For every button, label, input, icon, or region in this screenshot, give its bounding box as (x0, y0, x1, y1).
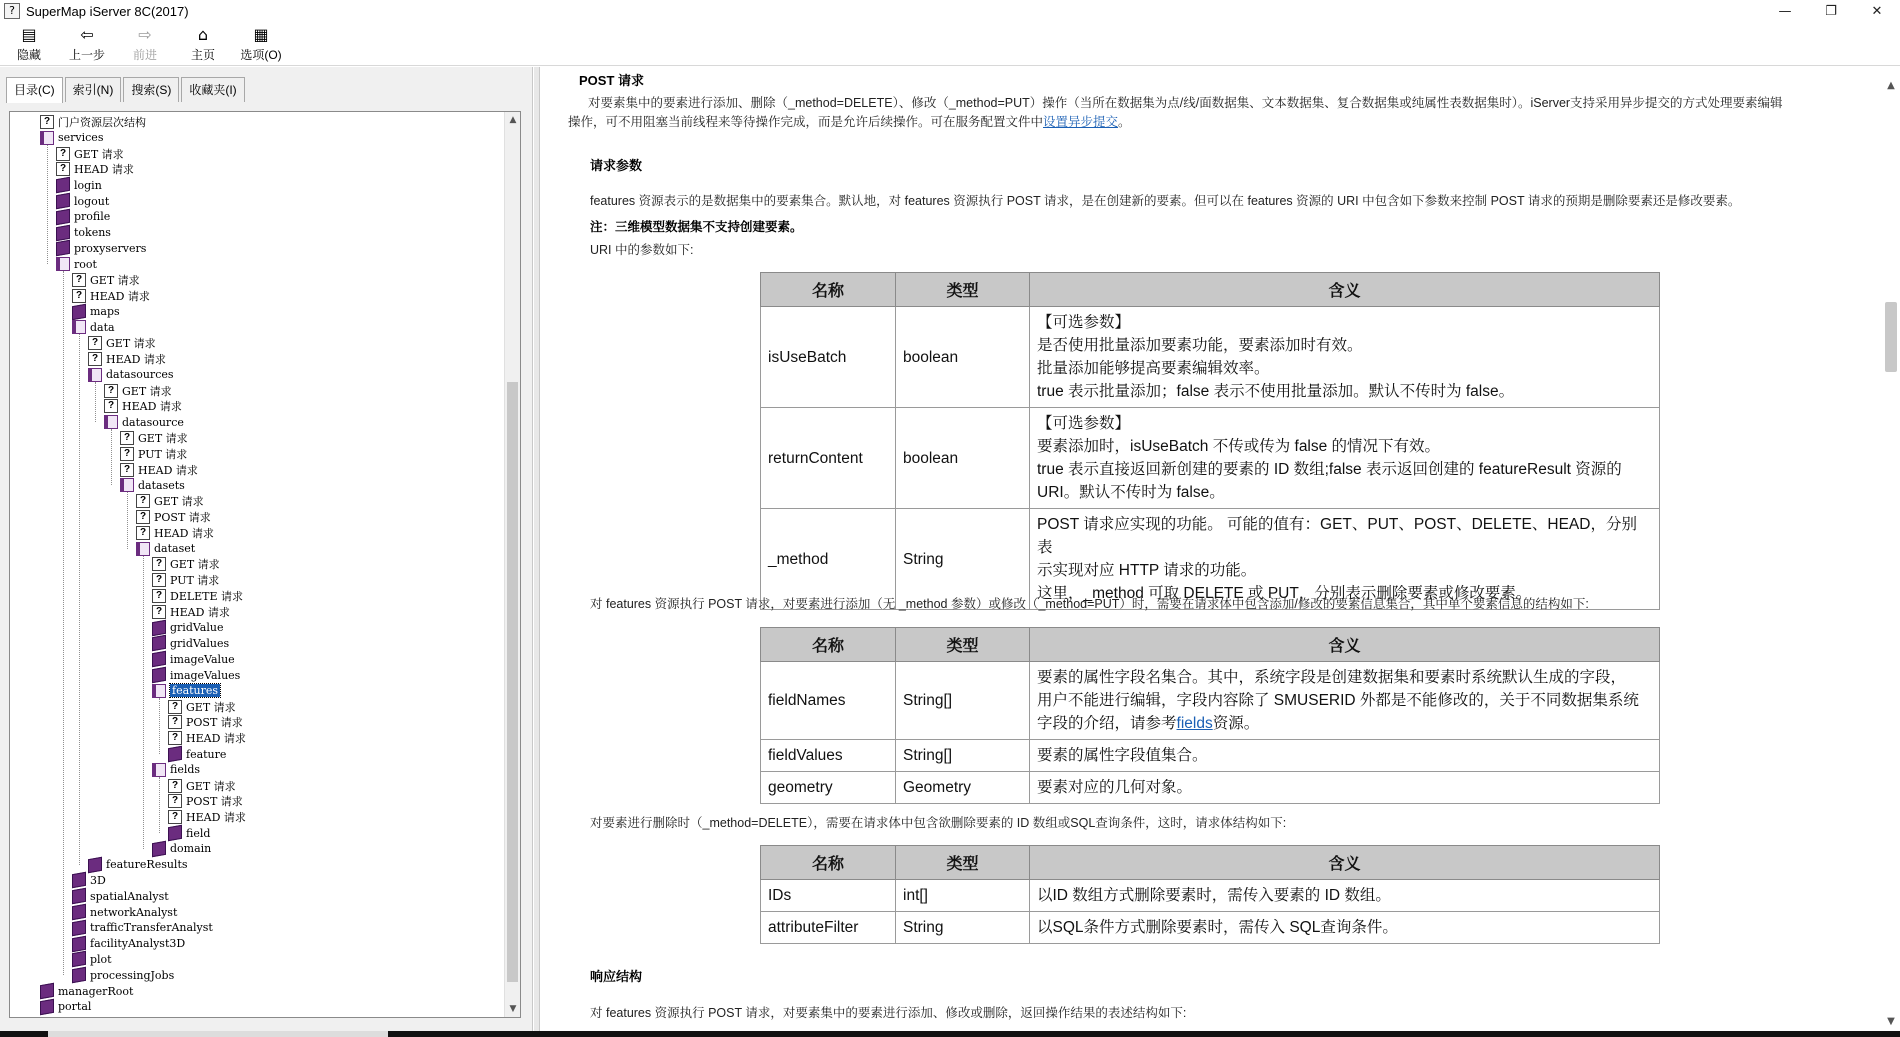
tree-item[interactable] (168, 714, 243, 730)
tree-item-label: gridValue (170, 621, 224, 635)
hide-button[interactable] (0, 22, 58, 66)
closed-book-icon (72, 951, 86, 967)
field-type: Geometry (896, 772, 1030, 804)
tree-item[interactable] (120, 446, 187, 462)
taskbar-strip (0, 1031, 1900, 1037)
tree-item-label: root (74, 257, 97, 271)
tree-item[interactable] (72, 904, 177, 920)
minimize-button[interactable]: — (1778, 3, 1792, 19)
tree-item[interactable] (152, 620, 223, 636)
window-controls (1762, 0, 1900, 22)
field-meaning (1030, 662, 1660, 740)
tree-item[interactable] (120, 477, 185, 493)
tree-item-label: profile (74, 210, 111, 224)
help-page-icon: ? (168, 779, 182, 793)
toolbar (0, 22, 1900, 66)
open-book-icon (120, 478, 134, 492)
help-page-icon: ? (168, 715, 182, 729)
response-description: 对 features 资源执行 POST 请求，对要素集中的要素进行添加、修改或删除，返回操作结果的表述结构如下: (590, 1006, 1187, 1020)
tree-item[interactable] (88, 367, 174, 383)
closed-book-icon (40, 999, 54, 1015)
tree-item-label: domain (170, 842, 212, 856)
tree-guide-line (127, 492, 128, 548)
tree-item-label: data (90, 320, 115, 334)
delete-structure-description: 对要素进行删除时（_method=DELETE），需要在请求体中包含欲删除要素的 ID 数组或SQL查询条件，这时，请求体结构如下: (590, 816, 1287, 830)
tree-item[interactable] (152, 635, 229, 651)
tree-guide-line (63, 271, 64, 975)
col-meaning-header: 含义 (1030, 628, 1660, 662)
topic-content (541, 67, 1882, 1031)
tree-item-label: proxyservers (74, 241, 147, 255)
col-name-header: 名称 (761, 273, 896, 307)
tree-item[interactable] (136, 525, 214, 541)
tree-item[interactable] (72, 272, 140, 288)
tree-item-label: HEAD 请求 (138, 463, 198, 477)
field-type: String[] (896, 740, 1030, 772)
field-name: fieldNames (761, 662, 896, 740)
hide-label: 隐藏 (16, 47, 41, 62)
open-book-icon (152, 763, 166, 777)
tree-guide-line (159, 698, 160, 754)
tree-item-label: HEAD 请求 (74, 163, 134, 177)
col-meaning-header: 含义 (1030, 273, 1660, 307)
help-page-icon: ? (136, 510, 150, 524)
home-icon: ⌂ (197, 24, 209, 44)
open-book-icon (104, 415, 118, 429)
closed-book-icon (152, 635, 166, 651)
tree-item-label: GET 请求 (186, 779, 236, 793)
tree-item[interactable] (72, 951, 112, 967)
tree-item[interactable] (152, 651, 235, 667)
tree-item-label: GET 请求 (122, 384, 172, 398)
param-meaning (1030, 307, 1660, 408)
meaning-line: 要素添加时，isUseBatch 不传或传为 false 的情况下有效。 (1037, 438, 1441, 455)
field-name: fieldValues (761, 740, 896, 772)
meaning-text: 资源。 (1212, 715, 1260, 732)
tree-item[interactable] (56, 225, 111, 241)
contents-tree-box (9, 111, 521, 1018)
closed-book-icon (72, 303, 86, 319)
restore-button[interactable]: ❐ (1825, 3, 1837, 19)
closed-book-icon (56, 224, 70, 240)
tree-item-label: PUT 请求 (170, 574, 220, 588)
help-app-icon: ? (4, 3, 20, 19)
tree-item[interactable] (88, 335, 156, 351)
tree-item-label: imageValue (170, 652, 235, 666)
help-page-icon: ? (168, 810, 182, 824)
tree-item[interactable] (56, 161, 134, 177)
open-book-icon (88, 368, 102, 382)
col-name-header: 名称 (761, 846, 896, 880)
tree-item[interactable] (56, 240, 146, 256)
tree-item-label: 门户资源层次结构 (58, 116, 146, 129)
tree-item-label: 3D (90, 873, 106, 887)
param-name: isUseBatch (761, 307, 896, 408)
tree-item[interactable] (104, 383, 172, 399)
content-scroll-down-icon[interactable]: ▼ (1887, 1016, 1895, 1027)
request-description: features 资源表示的是数据集中的要素集合。默认地，对 features 资源执行 POST 请求，是在创建新的要素。但可以在 features 资源的 URI 中包含如下参数来控制 POST 请求的预期是删除要素还是修改要素。 (590, 194, 1741, 208)
help-page-icon: ? (88, 352, 102, 366)
title-bar (0, 0, 1900, 22)
tree-item-label: networkAnalyst (90, 905, 178, 919)
table-row (761, 740, 1660, 772)
tree-item[interactable] (40, 114, 146, 130)
tree-item[interactable] (168, 793, 243, 809)
tree-item[interactable] (152, 604, 230, 620)
tree-item-label: GET 请求 (170, 558, 220, 572)
closed-book-icon (56, 240, 70, 256)
tree-item[interactable] (168, 809, 246, 825)
tree-item[interactable] (40, 130, 103, 146)
tree-item[interactable] (152, 667, 240, 683)
tree-item-label: trafficTransferAnalyst (90, 921, 213, 935)
back-arrow-icon: ⇦ (80, 24, 94, 44)
scroll-up-icon[interactable]: ▲ (509, 115, 517, 125)
closed-book-icon (152, 841, 166, 857)
help-page-icon: ? (120, 447, 134, 461)
col-name-header: 名称 (761, 628, 896, 662)
param-name: _method (761, 509, 896, 610)
back-button[interactable] (58, 22, 116, 66)
tab-contents[interactable]: 目录(C) (6, 77, 63, 103)
tree-guide-line (47, 145, 48, 264)
closed-book-icon (72, 935, 86, 951)
help-page-icon: ? (136, 526, 150, 540)
help-page-icon: ? (168, 731, 182, 745)
tree-item-label: GET 请求 (154, 495, 204, 509)
tree-guide-line (79, 334, 80, 864)
tree-item[interactable] (40, 999, 91, 1015)
meaning-line: 批量添加能够提高要素编辑效率。 (1037, 360, 1270, 377)
help-page-icon: ? (120, 431, 134, 445)
tree-item-label: maps (90, 305, 120, 319)
tree-item-label: dataset (154, 542, 196, 556)
tree-item[interactable] (88, 857, 188, 873)
tree-item-label: GET 请求 (138, 432, 188, 445)
col-type-header: 类型 (896, 273, 1030, 307)
help-page-icon: ? (168, 700, 182, 714)
body-structure-description: 对 features 资源执行 POST 请求，对要素进行添加（无 _method 参数）或修改（_method=PUT）时，需要在请求体中包含添加/修改的要素信息集合，其中单个要素信息的结构如下: (590, 597, 1589, 611)
tree-item-label: HEAD 请求 (90, 289, 150, 303)
tree-item-label: GET 请求 (106, 337, 156, 351)
param-type: String (896, 509, 1030, 610)
help-page-icon: ? (40, 115, 54, 129)
tree-guide-line (111, 429, 112, 485)
hide-pane-icon: ▤ (21, 24, 37, 44)
tree-item[interactable] (72, 936, 185, 952)
tree-item[interactable] (72, 319, 115, 335)
note-3d-unsupported: 注：三维模型数据集不支持创建要素。 (590, 220, 803, 234)
closed-book-icon (56, 177, 70, 193)
forward-label: 前进 (132, 47, 157, 62)
help-page-icon: ? (72, 273, 86, 287)
tree-item-label: POST 请求 (154, 511, 211, 524)
tree-guide-line (95, 382, 96, 422)
tree-item-label: plot (90, 952, 112, 966)
tree-item-label: POST 请求 (186, 795, 243, 809)
tree-item[interactable] (152, 841, 211, 857)
meaning-line: true 表示批量添加；false 表示不使用批量添加。默认不传时为 false。 (1037, 383, 1515, 400)
closed-book-icon (40, 983, 54, 999)
tree-item-label: HEAD 请求 (186, 732, 246, 746)
tree-item-label: GET 请求 (186, 700, 236, 714)
meaning-line: 这里，_method 可取 DELETE 或 PUT，分别表示删除要素或修改要素。 (1037, 585, 1532, 602)
help-page-icon: ? (120, 463, 134, 477)
open-book-icon (136, 542, 150, 556)
tree-item[interactable] (56, 146, 124, 162)
tree-item-label: login (74, 178, 102, 192)
tree-item-label: processingJobs (90, 968, 175, 982)
tree-item[interactable] (72, 888, 169, 904)
meaning-line: 示实现对应 HTTP 请求的功能。 (1037, 562, 1257, 579)
param-type: boolean (896, 408, 1030, 509)
open-book-icon (72, 320, 86, 334)
col-type-header: 类型 (896, 846, 1030, 880)
tree-item-label: POST 请求 (186, 716, 243, 730)
tree-item-label: spatialAnalyst (90, 889, 169, 903)
meaning-line (1037, 712, 1652, 735)
tree-item[interactable] (72, 920, 213, 936)
meaning-line: 要素的属性字段名集合。其中，系统字段是创建数据集和要素时系统默认生成的字段， (1037, 669, 1627, 686)
closed-book-icon (72, 967, 86, 983)
tree-item[interactable] (72, 288, 150, 304)
tree-item-label: field (186, 826, 211, 840)
nav-tabs (6, 77, 247, 102)
closed-book-icon (56, 209, 70, 225)
field-meaning: 以ID 数组方式删除要素时，需传入要素的 ID 数组。 (1030, 880, 1660, 912)
tree-item[interactable] (104, 398, 182, 414)
help-page-icon: ? (152, 605, 166, 619)
tree-item[interactable] (168, 699, 236, 715)
content-scroll-thumb[interactable] (1885, 302, 1897, 372)
options-icon: ▦ (253, 24, 269, 44)
tree-item-label: feature (186, 747, 227, 761)
closed-book-icon (152, 619, 166, 635)
help-page-icon: ? (88, 336, 102, 350)
tree-item[interactable] (152, 588, 243, 604)
field-type: String[] (896, 662, 1030, 740)
closed-book-icon (152, 667, 166, 683)
closed-book-icon (152, 651, 166, 667)
closed-book-icon (56, 193, 70, 209)
tree-item[interactable] (56, 256, 97, 272)
intro-end: 。 (1118, 115, 1131, 129)
closed-book-icon (168, 825, 182, 841)
tree-item-label: fields (170, 763, 201, 777)
meaning-line: 是否使用批量添加要素功能，要素添加时有效。 (1037, 337, 1363, 354)
help-page-icon: ? (72, 289, 86, 303)
tree-item[interactable] (152, 556, 220, 572)
field-type: int[] (896, 880, 1030, 912)
tree-item[interactable] (72, 872, 106, 888)
tree-item[interactable] (56, 193, 109, 209)
options-label: 选项(O) (240, 47, 282, 62)
intro-line-2: 操作，可不用阻塞当前线程来等待操作完成，而是允许后续操作。可在服务配置文件中 (568, 115, 1044, 129)
intro-paragraph-cont (568, 113, 1858, 132)
tab-index[interactable]: 索引(N) (65, 77, 122, 102)
tree-item[interactable] (88, 351, 166, 367)
tree-item[interactable] (168, 778, 236, 794)
tab-search[interactable]: 搜索(S) (123, 77, 179, 102)
closed-book-icon (168, 746, 182, 762)
tree-item-label: HEAD 请求 (186, 811, 246, 825)
param-type: boolean (896, 307, 1030, 408)
open-book-icon (152, 684, 166, 698)
tree-item[interactable] (168, 825, 210, 841)
tree-item[interactable] (136, 493, 204, 509)
meaning-line: 【可选参数】 (1037, 415, 1131, 432)
tree-item[interactable] (72, 304, 120, 320)
help-page-icon: ? (136, 494, 150, 508)
tree-item-label: datasource (122, 415, 184, 429)
tree-item-label: HEAD 请求 (106, 353, 166, 366)
closed-book-icon (72, 872, 86, 888)
tree-item[interactable] (104, 414, 184, 430)
col-meaning-header: 含义 (1030, 846, 1660, 880)
meaning-line: 用户不能进行编辑，字段内容除了 SMUSERID 外都是不能修改的，关于不同数据集系统 (1037, 692, 1639, 709)
tree-item-label: GET 请求 (74, 147, 124, 161)
page-heading: POST 请求 (579, 73, 645, 88)
async-submit-link[interactable]: 设置异步提交 (1043, 115, 1119, 129)
tree-item-label: imageValues (170, 668, 241, 682)
table-row (761, 912, 1660, 944)
field-name: IDs (761, 880, 896, 912)
tree-item[interactable] (56, 209, 110, 225)
tree-item-label: featureResults (106, 858, 188, 872)
response-structure-heading: 响应结构 (590, 969, 643, 984)
request-params-heading: 请求参数 (590, 158, 643, 173)
tree-item[interactable] (152, 572, 219, 588)
meaning-line: URI。默认不传时为 false。 (1037, 484, 1225, 501)
tree-item[interactable] (72, 967, 174, 983)
navigation-pane (0, 67, 533, 1031)
delete-structure-table (760, 845, 1660, 944)
tree-item-label: datasources (106, 368, 174, 382)
meaning-line: POST 请求应实现的功能。 可能的值有：GET、PUT、POST、DELETE、HEAD，分别表 (1037, 516, 1637, 556)
help-page-icon: ? (168, 794, 182, 808)
forward-button[interactable] (116, 22, 174, 66)
options-button[interactable] (232, 22, 290, 66)
help-page-icon: ? (152, 589, 166, 603)
uri-params-table (760, 272, 1660, 610)
field-meaning: 要素对应的几何对象。 (1030, 772, 1660, 804)
tree-item[interactable] (136, 509, 211, 525)
field-name: geometry (761, 772, 896, 804)
help-page-icon: ? (104, 399, 118, 413)
home-button[interactable] (174, 22, 232, 66)
param-meaning (1030, 408, 1660, 509)
intro-paragraph (588, 94, 1868, 113)
field-meaning: 要素的属性字段值集合。 (1030, 740, 1660, 772)
pane-splitter[interactable] (534, 67, 540, 1031)
tree-item-label: HEAD 请求 (122, 400, 182, 414)
table-row (761, 307, 1660, 408)
meaning-line: 【可选参数】 (1037, 314, 1131, 331)
col-type-header: 类型 (896, 628, 1030, 662)
tree-scroll-thumb[interactable] (507, 382, 518, 982)
help-page-icon: ? (152, 557, 166, 571)
back-label: 上一步 (68, 47, 105, 62)
meaning-line: true 表示直接返回新创建的要素的 ID 数组;false 表示返回创建的 featureResult 资源的 (1037, 461, 1622, 478)
tree-item[interactable] (168, 746, 226, 762)
closed-book-icon (88, 856, 102, 872)
tree-item-label: HEAD 请求 (154, 526, 214, 540)
tree-item-label: datasets (138, 478, 185, 492)
tree-item[interactable] (152, 683, 220, 699)
field-type: String (896, 912, 1030, 944)
tree-item-label: PUT 请求 (138, 447, 188, 461)
tree-item[interactable] (120, 430, 188, 446)
table-row (761, 772, 1660, 804)
table-row (761, 880, 1660, 912)
tree-item-label: DELETE 请求 (170, 590, 244, 603)
content-scroll-up-icon[interactable]: ▲ (1887, 80, 1895, 91)
closed-book-icon (72, 920, 86, 936)
help-page-icon: ? (56, 162, 70, 176)
help-page-icon: ? (104, 384, 118, 398)
tree-item[interactable] (152, 762, 200, 778)
closed-book-icon (72, 888, 86, 904)
table-row (761, 408, 1660, 509)
tree-scrollbar[interactable] (504, 112, 520, 1017)
tree-guide-line (143, 556, 144, 849)
taskbar-segment (48, 1031, 388, 1037)
tree-item-label: gridValues (170, 636, 230, 650)
tree-item-label: HEAD 请求 (170, 605, 230, 619)
help-page-icon: ? (152, 573, 166, 587)
tree-item-label: tokens (74, 226, 111, 240)
content-scrollbar[interactable] (1882, 67, 1900, 1031)
tree-item-label: services (58, 131, 104, 145)
home-label: 主页 (190, 47, 215, 62)
contents-tree[interactable] (10, 112, 506, 1017)
tree-item[interactable] (136, 541, 195, 557)
help-page-icon: ? (56, 147, 70, 161)
intro-line-1: 对要素集中的要素进行添加、删除（_method=DELETE）、修改（_method=PUT）操作（当所在数据集为点/线/面数据集、文本数据集、复合数据集或纯属性表数据集时）。iServer支持采用异步提交的方式处理要素编辑 (588, 96, 1783, 110)
tree-item[interactable] (56, 177, 102, 193)
scroll-down-icon[interactable]: ▼ (509, 1004, 517, 1014)
tree-item[interactable] (40, 983, 133, 999)
window-title: SuperMap iServer 8C(2017) (26, 3, 189, 19)
close-button[interactable]: ✕ (1871, 3, 1883, 19)
closed-book-icon (72, 904, 86, 920)
forward-arrow-icon: ⇨ (138, 24, 152, 44)
tree-item-label: features (172, 684, 219, 698)
field-name: attributeFilter (761, 912, 896, 944)
fields-link[interactable]: fields (1176, 715, 1213, 732)
param-name: returnContent (761, 408, 896, 509)
open-book-icon (56, 257, 70, 271)
tree-item-label: portal (58, 1000, 92, 1014)
field-meaning: 以SQL条件方式删除要素时，需传入 SQL查询条件。 (1030, 912, 1660, 944)
tree-item[interactable] (120, 462, 198, 478)
table-row (761, 662, 1660, 740)
tree-guide-line (159, 777, 160, 833)
tree-item-label: GET 请求 (90, 274, 140, 287)
meaning-text: 字段的介绍，请参考 (1037, 715, 1177, 732)
tree-item[interactable] (168, 730, 246, 746)
tab-favorites[interactable]: 收藏夹(I) (181, 77, 244, 102)
uri-params-label: URI 中的参数如下: (590, 243, 694, 257)
open-book-icon (40, 131, 54, 145)
feature-structure-table (760, 627, 1660, 804)
tree-item-label: logout (74, 194, 110, 208)
tree-item-label: managerRoot (58, 984, 134, 998)
tree-item-label: facilityAnalyst3D (90, 937, 186, 951)
